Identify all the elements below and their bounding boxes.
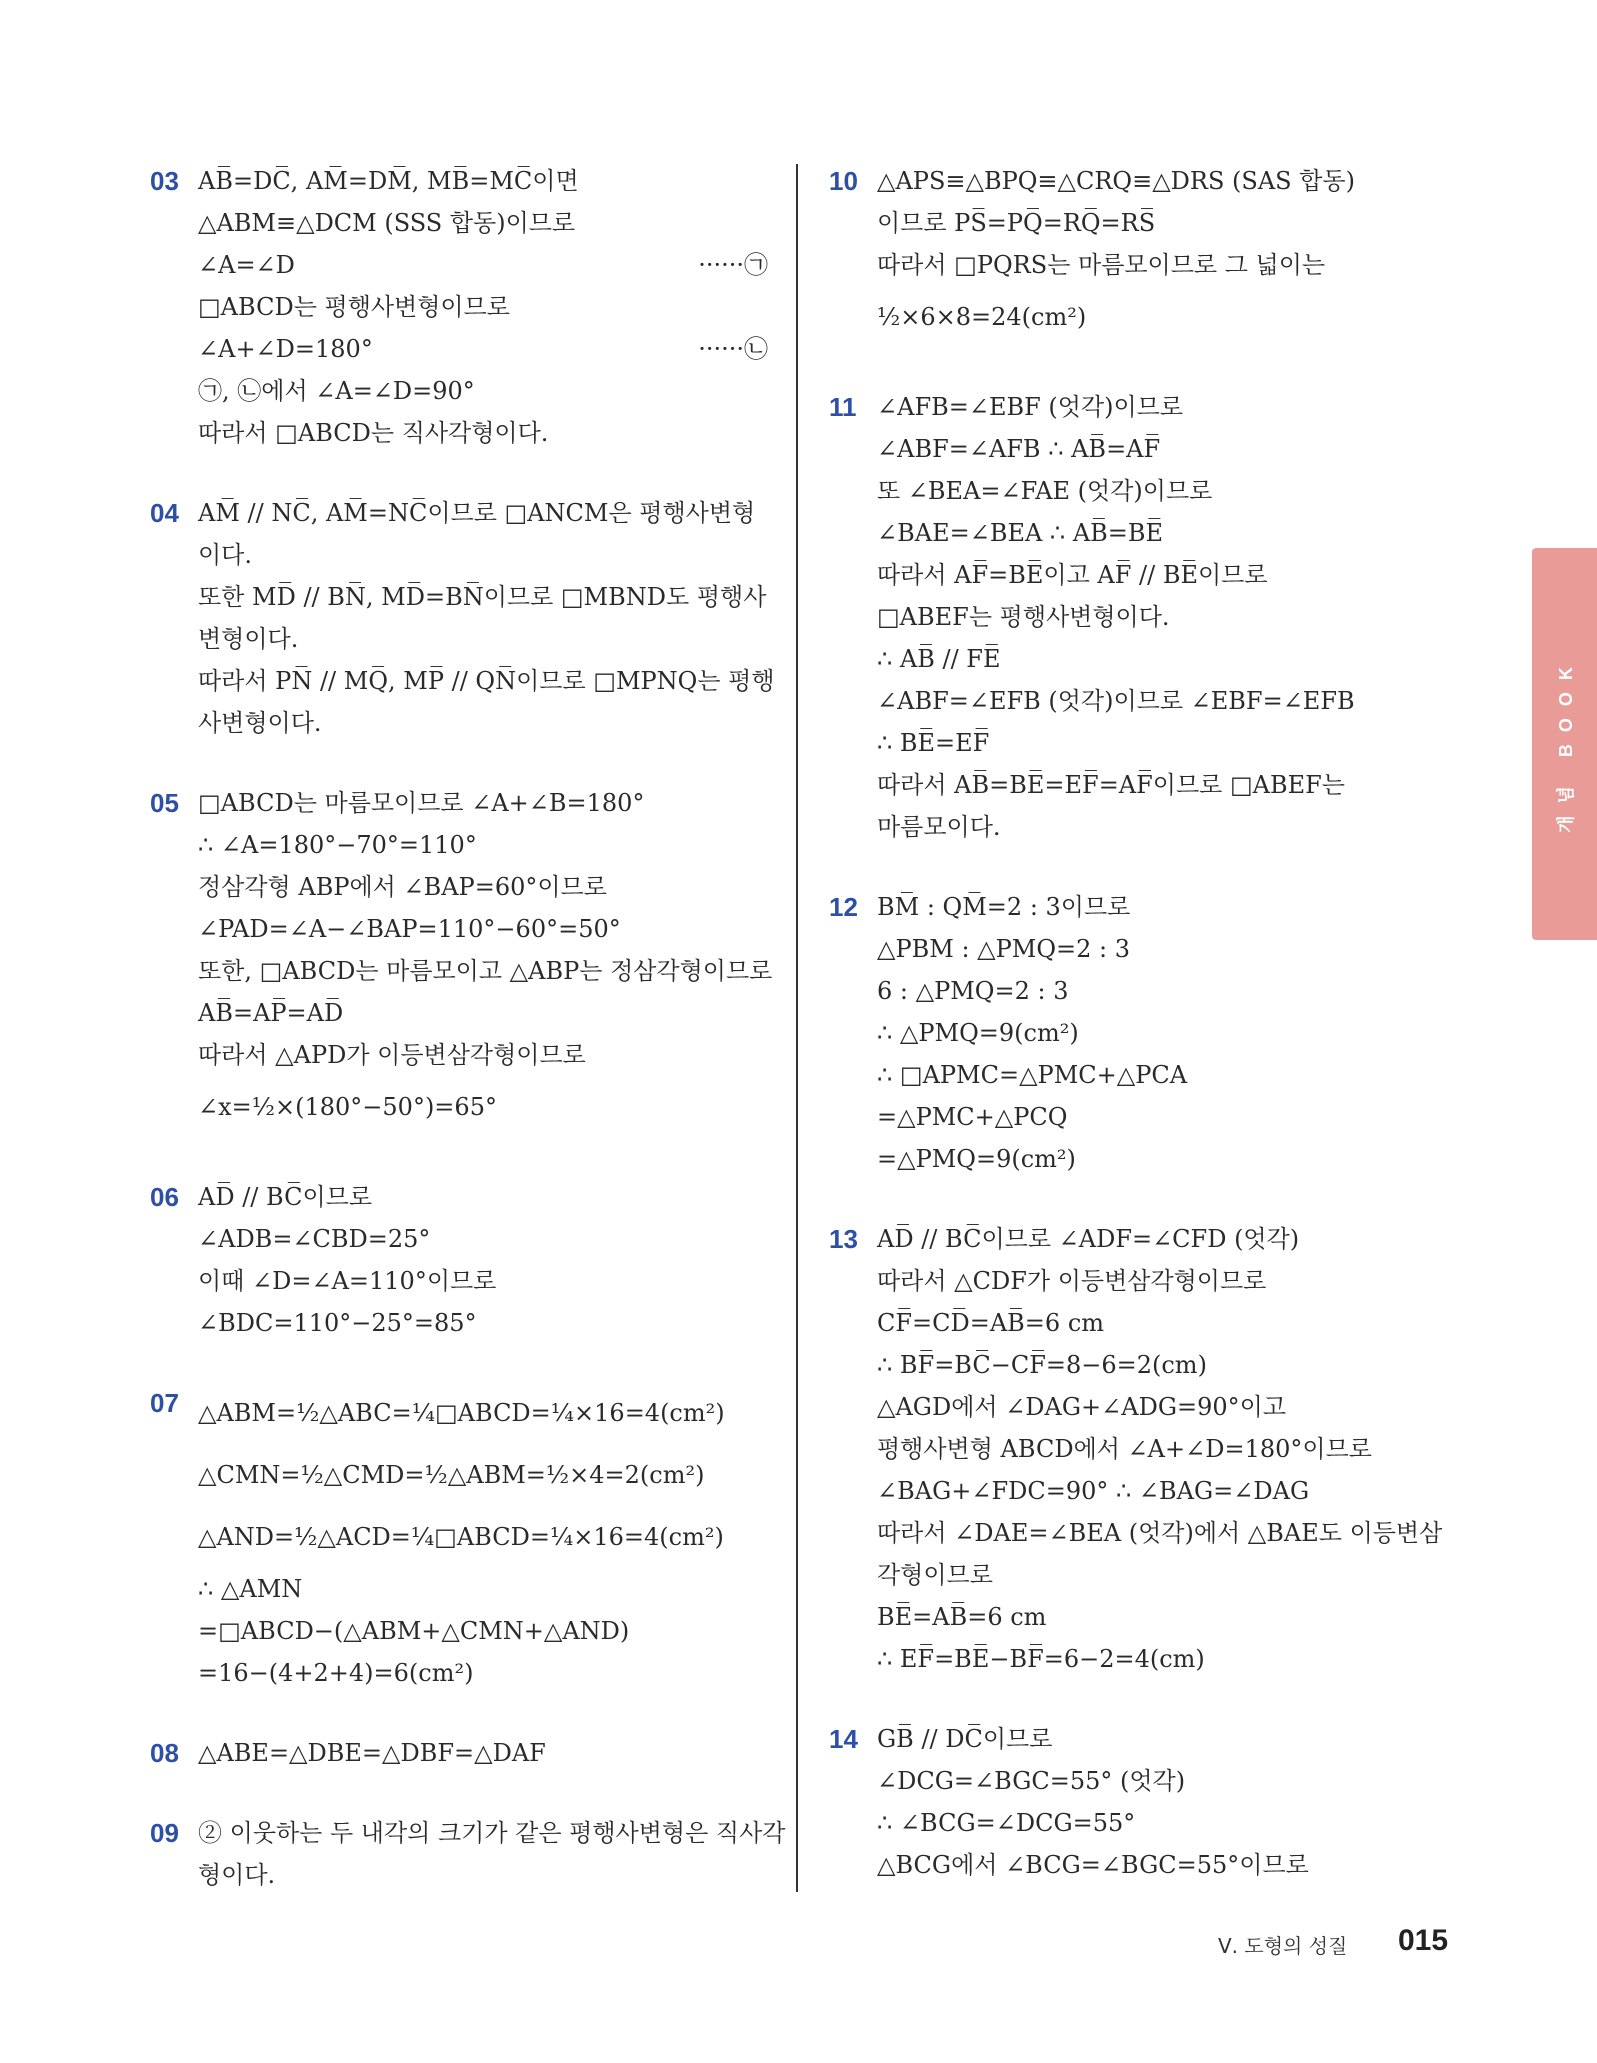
problem-14 (829, 1718, 1472, 1886)
solution-text: ∴ □APMC=△PMC+△PCA (877, 1061, 1188, 1089)
solution-lines (877, 1718, 1472, 1886)
solution-text: 또한, □ABCD는 마름모이고 △ABP는 정삼각형이므로 (198, 957, 773, 985)
solution-text: 따라서 AB̅=BE̅=EF̅=AF̅이므로 □ABEF는 (877, 771, 1345, 799)
solution-text: AM̅ // NC̅, AM̅=NC̅이므로 □ANCM은 평행사변형 (198, 499, 756, 527)
solution-line (198, 1302, 768, 1344)
solution-line (198, 576, 768, 618)
solution-text: 따라서 AF̅=BE̅이고 AF̅ // BE̅이므로 (877, 561, 1268, 589)
solution-text: □ABEF는 평행사변형이다. (877, 603, 1170, 631)
solution-line (198, 328, 768, 370)
solution-text: 평행사변형 ABCD에서 ∠A+∠D=180°이므로 (877, 1435, 1372, 1463)
solution-text: 이때 ∠D=∠A=110°이므로 (198, 1267, 497, 1295)
solution-line (198, 1854, 768, 1896)
solution-text: 형이다. (198, 1861, 276, 1889)
solution-line (198, 1732, 768, 1774)
solution-text: 이므로 PS̅=PQ̅=RQ̅=RS̅ (877, 209, 1156, 237)
solution-lines (877, 386, 1472, 848)
problem-07 (150, 1382, 768, 1694)
solution-line (877, 554, 1472, 596)
solution-text: CF̅=CD̅=AB̅=6 cm (877, 1309, 1105, 1337)
solution-line (877, 1428, 1472, 1470)
solution-text: ∠AFB=∠EBF (엇각)이므로 (877, 393, 1184, 421)
solution-line (198, 1610, 768, 1652)
solution-line (877, 722, 1472, 764)
solution-lines (198, 1176, 768, 1344)
solution-text: 따라서 PN̅ // MQ̅, MP̅ // QN̅이므로 □MPNQ는 평행 (198, 667, 775, 695)
solution-line (877, 806, 1472, 848)
solution-line (198, 1260, 768, 1302)
problem-number: 08 (150, 1738, 179, 1768)
problem-number: 06 (150, 1182, 179, 1212)
problem-13 (829, 1218, 1472, 1680)
problem-06 (150, 1176, 768, 1344)
solution-line (877, 1844, 1472, 1886)
right-column (829, 160, 1472, 1924)
solution-text: ∴ ∠A=180°−70°=110° (198, 831, 477, 859)
solution-line (877, 512, 1472, 554)
solution-line (877, 886, 1472, 928)
solution-text: ∠BAG+∠FDC=90° ∴ ∠BAG=∠DAG (877, 1477, 1310, 1505)
side-tab (1532, 548, 1597, 940)
solution-line (198, 1034, 768, 1076)
solution-line (198, 618, 768, 660)
problem-10 (829, 160, 1472, 348)
solution-line (198, 1176, 768, 1218)
problem-11 (829, 386, 1472, 848)
solution-line (198, 1506, 768, 1568)
solution-text: ∴ AB̅ // FE̅ (877, 645, 1001, 673)
solution-text: =□ABCD−(△ABM+△CMN+△AND) (198, 1617, 630, 1645)
solution-text: ∴ △PMQ=9(cm²) (877, 1019, 1079, 1047)
problem-number: 13 (829, 1224, 858, 1254)
solution-text: 이다. (198, 541, 252, 569)
solution-text: 따라서 □ABCD는 직사각형이다. (198, 419, 549, 447)
problem-number: 10 (829, 166, 858, 196)
solution-line (877, 1344, 1472, 1386)
solution-text: 따라서 △CDF가 이등변삼각형이므로 (877, 1267, 1267, 1295)
solution-text: ∴ △AMN (198, 1575, 303, 1603)
solution-line (198, 492, 768, 534)
solution-line (877, 244, 1472, 286)
solution-text: BE̅=AB̅=6 cm (877, 1603, 1047, 1631)
solution-text: =△PMC+△PCQ (877, 1103, 1068, 1131)
problem-12 (829, 886, 1472, 1180)
solution-text: △AND=½△ACD=¼□ABCD=¼×16=4(cm²) (198, 1523, 724, 1551)
solution-text: ∴ EF̅=BE̅−BF̅=6−2=4(cm) (877, 1645, 1205, 1673)
solution-text: AB̅=DC̅, AM̅=DM̅, MB̅=MC̅이면 (198, 167, 579, 195)
problem-09 (150, 1812, 786, 1896)
solution-text: ∠A+∠D=180° (198, 335, 373, 363)
solution-line (877, 680, 1472, 722)
solution-line (198, 660, 775, 702)
solution-text: ㉠, ㉡에서 ∠A=∠D=90° (198, 377, 475, 405)
solution-line (877, 596, 1472, 638)
solution-line (198, 1652, 768, 1694)
solution-text: ∠DCG=∠BGC=55° (엇각) (877, 1767, 1186, 1795)
solution-line (877, 1218, 1472, 1260)
solution-line (877, 764, 1472, 806)
solution-line (877, 1470, 1472, 1512)
solution-line (198, 1382, 768, 1444)
solution-lines (198, 782, 773, 1138)
solution-line (198, 1812, 786, 1854)
solution-line (877, 1302, 1472, 1344)
solution-text: ∠ADB=∠CBD=25° (198, 1225, 431, 1253)
solution-text: △BCG에서 ∠BCG=∠BGC=55°이므로 (877, 1851, 1309, 1879)
solution-text: ∠BDC=110°−25°=85° (198, 1309, 477, 1337)
solution-line (877, 286, 1472, 348)
problem-number: 14 (829, 1724, 858, 1754)
solution-line (877, 1596, 1472, 1638)
problem-number: 12 (829, 892, 858, 922)
solution-line (877, 1718, 1472, 1760)
solution-text: =16−(4+2+4)=6(cm²) (198, 1659, 474, 1687)
page-number: 015 (1398, 1924, 1449, 1957)
solution-line (198, 534, 768, 576)
solution-line (877, 1554, 1472, 1596)
solution-line (198, 950, 773, 992)
solution-text: △AGD에서 ∠DAG+∠ADG=90°이고 (877, 1393, 1287, 1421)
problem-number: 11 (829, 392, 857, 422)
solution-lines (198, 1812, 786, 1896)
solution-line (877, 1512, 1472, 1554)
solution-text: 사변형이다. (198, 709, 322, 737)
solution-line (198, 992, 768, 1034)
solution-text: 정삼각형 ABP에서 ∠BAP=60°이므로 (198, 873, 607, 901)
solution-line (198, 1218, 768, 1260)
solution-text: ½×6×8=24(cm²) (877, 303, 1087, 331)
solution-line (877, 638, 1472, 680)
solution-text: 각형이므로 (877, 1561, 993, 1589)
side-tab-label: 개념 BOOK (1555, 655, 1576, 833)
solution-text: AB̅=AP̅=AD̅ (198, 999, 344, 1027)
solution-text: ∠A=∠D (198, 251, 295, 279)
solution-text: AD̅ // BC̅이므로 ∠ADF=∠CFD (엇각) (877, 1225, 1300, 1253)
solution-text: 따라서 △APD가 이등변삼각형이므로 (198, 1041, 586, 1069)
solution-line (877, 428, 1472, 470)
solution-line (877, 1802, 1472, 1844)
solution-text: ∴ BF̅=BC̅−CF̅=8−6=2(cm) (877, 1351, 1207, 1379)
solution-lines (877, 1218, 1472, 1680)
footer-section-title: Ⅴ. 도형의 성질 (1218, 1934, 1348, 1958)
solution-line (198, 244, 768, 286)
problem-number: 07 (150, 1388, 179, 1418)
problem-03 (150, 160, 768, 454)
solution-text: △CMN=½△CMD=½△ABM=½×4=2(cm²) (198, 1461, 705, 1489)
solution-line (877, 1260, 1472, 1302)
solution-lines (198, 160, 768, 454)
solution-text: ∴ BE̅=EF̅ (877, 729, 990, 757)
problem-number: 04 (150, 498, 179, 528)
solution-lines (198, 1382, 768, 1694)
solution-text: ② 이웃하는 두 내각의 크기가 같은 평행사변형은 직사각 (198, 1819, 786, 1847)
solution-line (877, 470, 1472, 512)
solution-line (198, 160, 768, 202)
solution-line (198, 286, 768, 328)
solution-line (198, 908, 768, 950)
solution-text: 마름모이다. (877, 813, 1001, 841)
solution-text: ∠x=½×(180°−50°)=65° (198, 1093, 497, 1121)
solution-text: △ABM=½△ABC=¼□ABCD=¼×16=4(cm²) (198, 1399, 725, 1427)
solution-line (877, 1638, 1472, 1680)
solution-text: 또 ∠BEA=∠FAE (엇각)이므로 (877, 477, 1213, 505)
solution-line (198, 1076, 768, 1138)
solution-text: △APS≡△BPQ≡△CRQ≡△DRS (SAS 합동) (877, 167, 1355, 195)
solution-line (877, 202, 1472, 244)
solution-text: ∠ABF=∠EFB (엇각)이므로 ∠EBF=∠EFB (877, 687, 1355, 715)
solution-line (198, 370, 768, 412)
solution-text: ∠PAD=∠A−∠BAP=110°−60°=50° (198, 915, 621, 943)
solution-line (877, 1096, 1472, 1138)
solution-line (198, 866, 768, 908)
solution-text: 따라서 □PQRS는 마름모이므로 그 넓이는 (877, 251, 1326, 279)
solution-line (877, 1012, 1472, 1054)
solution-text: ∴ ∠BCG=∠DCG=55° (877, 1809, 1136, 1837)
solution-line (877, 1386, 1472, 1428)
solution-text: AD̅ // BC̅이므로 (198, 1183, 373, 1211)
solution-text: △ABM≡△DCM (SSS 합동)이므로 (198, 209, 576, 237)
solution-text: □ABCD는 마름모이므로 ∠A+∠B=180° (198, 789, 645, 817)
solution-lines (198, 492, 775, 744)
solution-lines (877, 160, 1472, 348)
solution-text: ∠ABF=∠AFB ∴ AB̅=AF̅ (877, 435, 1161, 463)
problem-number: 05 (150, 788, 179, 818)
solution-line (198, 1444, 768, 1506)
solution-text: 따라서 ∠DAE=∠BEA (엇각)에서 △BAE도 이등변삼 (877, 1519, 1443, 1547)
solution-text: □ABCD는 평행사변형이므로 (198, 293, 510, 321)
equation-marker: ······㉡ (698, 335, 768, 363)
solution-line (198, 782, 768, 824)
solution-line (198, 702, 768, 744)
problem-number: 09 (150, 1818, 179, 1848)
problem-08 (150, 1732, 768, 1774)
solution-text: ∠BAE=∠BEA ∴ AB̅=BE̅ (877, 519, 1164, 547)
solution-line (877, 1054, 1472, 1096)
solution-text: △PBM : △PMQ=2 : 3 (877, 935, 1131, 963)
solution-lines (198, 1732, 768, 1774)
solution-line (198, 1568, 768, 1610)
solution-line (877, 386, 1472, 428)
solution-line (877, 1138, 1472, 1180)
solution-line (877, 1760, 1472, 1802)
solution-line (877, 970, 1472, 1012)
equation-marker: ······㉠ (698, 251, 768, 279)
solution-line (198, 824, 768, 866)
solution-text: =△PMQ=9(cm²) (877, 1145, 1076, 1173)
problem-04 (150, 492, 775, 744)
solution-line (198, 202, 768, 244)
solution-text: GB̅ // DC̅이므로 (877, 1725, 1053, 1753)
solution-line (877, 160, 1472, 202)
solution-text: 6 : △PMQ=2 : 3 (877, 977, 1069, 1005)
solution-text: BM̅ : QM̅=2 : 3이므로 (877, 893, 1131, 921)
solution-line (877, 928, 1472, 970)
problem-number: 03 (150, 166, 179, 196)
left-column (150, 160, 786, 1934)
column-divider (796, 164, 798, 1892)
problem-05 (150, 782, 773, 1138)
solution-text: 또한 MD̅ // BN̅, MD̅=BN̅이므로 □MBND도 평행사 (198, 583, 767, 611)
solution-text: △ABE=△DBE=△DBF=△DAF (198, 1739, 546, 1767)
solution-text: 변형이다. (198, 625, 299, 653)
solution-line (198, 412, 768, 454)
solution-lines (877, 886, 1472, 1180)
